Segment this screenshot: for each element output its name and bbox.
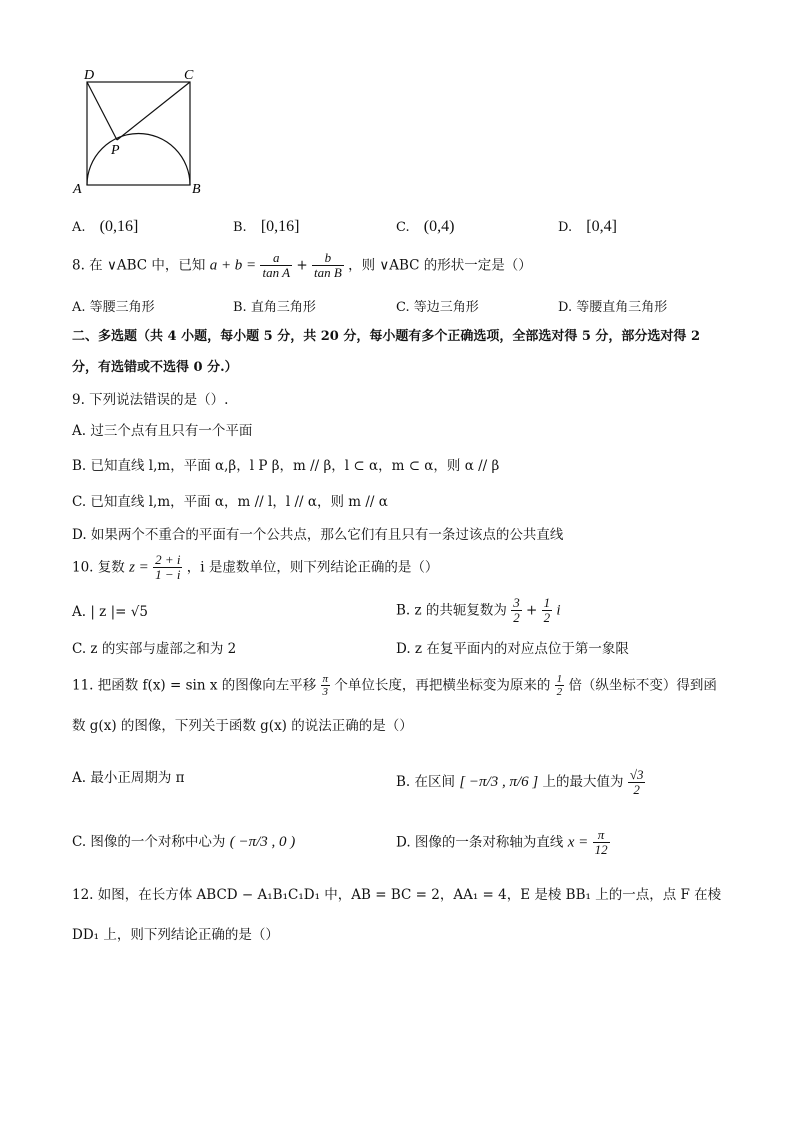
q11-half-num: 1 [556, 673, 563, 685]
q10-option-b-pre: B. z 的共轭复数为 [396, 602, 507, 619]
section2-heading-line2: 分，有选错或不选得 0 分.） [72, 360, 238, 375]
q11-option-c-pre: C. 图像的一个对称中心为 [72, 834, 226, 850]
q8-f1-den: tan A [262, 265, 291, 280]
q11-b-val-den: 2 [633, 782, 640, 797]
q11-stem-line2: 数 g(x) 的图像，下列关于函数 g(x) 的说法正确的是（） [72, 718, 413, 734]
q10-b-plus: + [526, 602, 538, 619]
q7-option-a-text: (0,16] [99, 218, 139, 235]
q7-option-c-letter: C. [396, 220, 410, 235]
q11-line1-a: 11. 把函数 f(x) = sin x 的图像向左平移 [72, 677, 317, 694]
q11-option-d-x: x = [567, 834, 589, 851]
q7-option-d-letter: D. [558, 220, 573, 235]
q11-d-den: 12 [594, 842, 608, 857]
q11-option-d-fraction [593, 828, 610, 857]
q9-option-c: C. 已知直线 l,m，平面 α，m // l，l // α，则 m // α [72, 494, 388, 510]
q7-option-a-letter: A. [72, 220, 86, 235]
q11-option-a: A. 最小正周期为 π [72, 770, 185, 786]
q11-option-b-interval: [ −π/3 , π/6 ] [459, 774, 539, 790]
q11-half-fraction [555, 673, 565, 698]
q7-option-d [558, 218, 617, 236]
q8-stem [72, 251, 532, 280]
q10-b-f1-num: 3 [513, 595, 520, 610]
q10-frac-den: 1 − i [155, 567, 181, 582]
q8-option-d-text: 等腰直角三角形 [576, 300, 668, 315]
q10-stem [72, 553, 438, 582]
q9-option-a: A. 过三个点有且只有一个平面 [72, 423, 253, 439]
segment-pc [117, 82, 190, 140]
q10-b-f2-num: 1 [543, 595, 551, 610]
label-d: D [84, 68, 95, 83]
q11-d-num: π [593, 828, 610, 843]
q10-fraction [153, 553, 182, 582]
q8-option-d-letter: D. [558, 300, 573, 315]
q8-f2-num: b [312, 251, 344, 266]
q9-option-d: D. 如果两个不重合的平面有一个公共点，那么它们有且只有一条过该点的公共直线 [72, 527, 564, 543]
q10-z-eq: z = [129, 559, 149, 576]
q10-b-f1-den: 2 [513, 610, 520, 625]
q8-f2-den: tan B [313, 265, 342, 280]
q12-stem-line1: 12. 如图，在长方体 ABCD − A₁B₁C₁D₁ 中，AB = BC = 2，AA₁ = 4，E 是棱 BB₁ 上的一点，点 F 在棱 [72, 887, 722, 903]
q7-option-c [396, 218, 454, 236]
q11-option-d [396, 828, 610, 857]
q10-option-d: D. z 在复平面内的对应点位于第一象限 [396, 641, 629, 657]
q11-option-c-point: ( −π/3 , 0 ) [229, 834, 296, 850]
q7-option-b [233, 218, 299, 236]
q10-b-f2-den: 2 [543, 610, 551, 625]
q9-stem: 9. 下列说法错误的是（）. [72, 392, 229, 408]
q7-option-b-letter: B. [233, 220, 247, 235]
q10-b-fraction-2 [542, 596, 553, 625]
q11-shift-num: π [322, 673, 329, 685]
q8-option-b-letter: B. [233, 300, 247, 315]
q8-option-c-text: 等边三角形 [413, 300, 479, 315]
q11-b-val-num: √3 [629, 767, 644, 782]
q11-option-c [72, 832, 295, 852]
q8-option-b [233, 296, 316, 315]
q7-option-d-text: [0,4] [586, 218, 617, 235]
square-semicircle-figure [70, 60, 220, 205]
q8-option-a-letter: A. [72, 300, 86, 315]
q10-frac-num: 2 + i [155, 552, 181, 567]
q11-option-b-mid: 上的最大值为 [542, 774, 624, 790]
q10-stem-post: ，i 是虚数单位，则下列结论正确的是（） [186, 559, 439, 576]
q10-stem-pre: 10. 复数 [72, 559, 125, 576]
label-b: B [192, 182, 201, 197]
q8-option-c-letter: C. [396, 300, 410, 315]
q11-stem-line1 [72, 673, 717, 698]
q10-option-c: C. z 的实部与虚部之和为 2 [72, 641, 237, 657]
q11-option-b-value [628, 768, 646, 797]
q7-option-a [72, 218, 138, 236]
q8-fraction-a [260, 251, 292, 280]
q11-shift-den: 3 [322, 686, 329, 698]
label-a: A [73, 182, 82, 197]
q11-shift-fraction [321, 673, 331, 698]
q8-stem-post: ，则 ∨ABC 的形状一定是（） [348, 257, 532, 274]
q8-option-d [558, 296, 667, 315]
q11-half-den: 2 [556, 686, 563, 698]
semicircle-arc [87, 134, 190, 186]
label-p: P [111, 143, 120, 158]
q10-option-b [396, 596, 561, 625]
q9-option-b: B. 已知直线 l,m，平面 α,β，l P β，m // β，l ⊂ α，m ⊂ α，则 α // β [72, 458, 500, 474]
q8-option-a-text: 等腰三角形 [89, 300, 155, 315]
q11-option-d-pre: D. 图像的一条对称轴为直线 [396, 834, 564, 851]
q11-option-b [396, 768, 645, 797]
q8-option-a [72, 296, 155, 315]
q8-plus: + [296, 257, 308, 274]
q7-option-c-text: (0,4) [423, 218, 455, 235]
q8-formula-lhs: a + b = [209, 257, 257, 274]
q8-option-b-text: 直角三角形 [250, 300, 316, 315]
q11-line1-b: 个单位长度，再把横坐标变为原来的 [334, 677, 551, 694]
q10-option-a: A. | z |= √5 [72, 604, 148, 620]
segment-dp [87, 82, 117, 140]
q8-stem-pre: 8. 在 ∨ABC 中，已知 [72, 257, 206, 274]
q11-line1-c: 倍（纵坐标不变）得到函 [568, 677, 717, 694]
q7-option-b-text: [0,16] [260, 218, 300, 235]
q8-fraction-b [312, 251, 344, 280]
q12-stem-line2: DD₁ 上，则下列结论正确的是（） [72, 927, 279, 943]
q10-b-fraction-1 [511, 596, 522, 625]
q8-f1-num: a [260, 251, 292, 266]
q11-option-b-pre: B. 在区间 [396, 774, 456, 790]
q10-b-tail: i [556, 602, 561, 619]
q8-option-c [396, 296, 479, 315]
section2-heading-line1: 二、多选题（共 4 小题，每小题 5 分，共 20 分，每小题有多个正确选项，全部选对得 5 分，部分选对得 2 [72, 329, 701, 344]
label-c: C [184, 68, 194, 83]
